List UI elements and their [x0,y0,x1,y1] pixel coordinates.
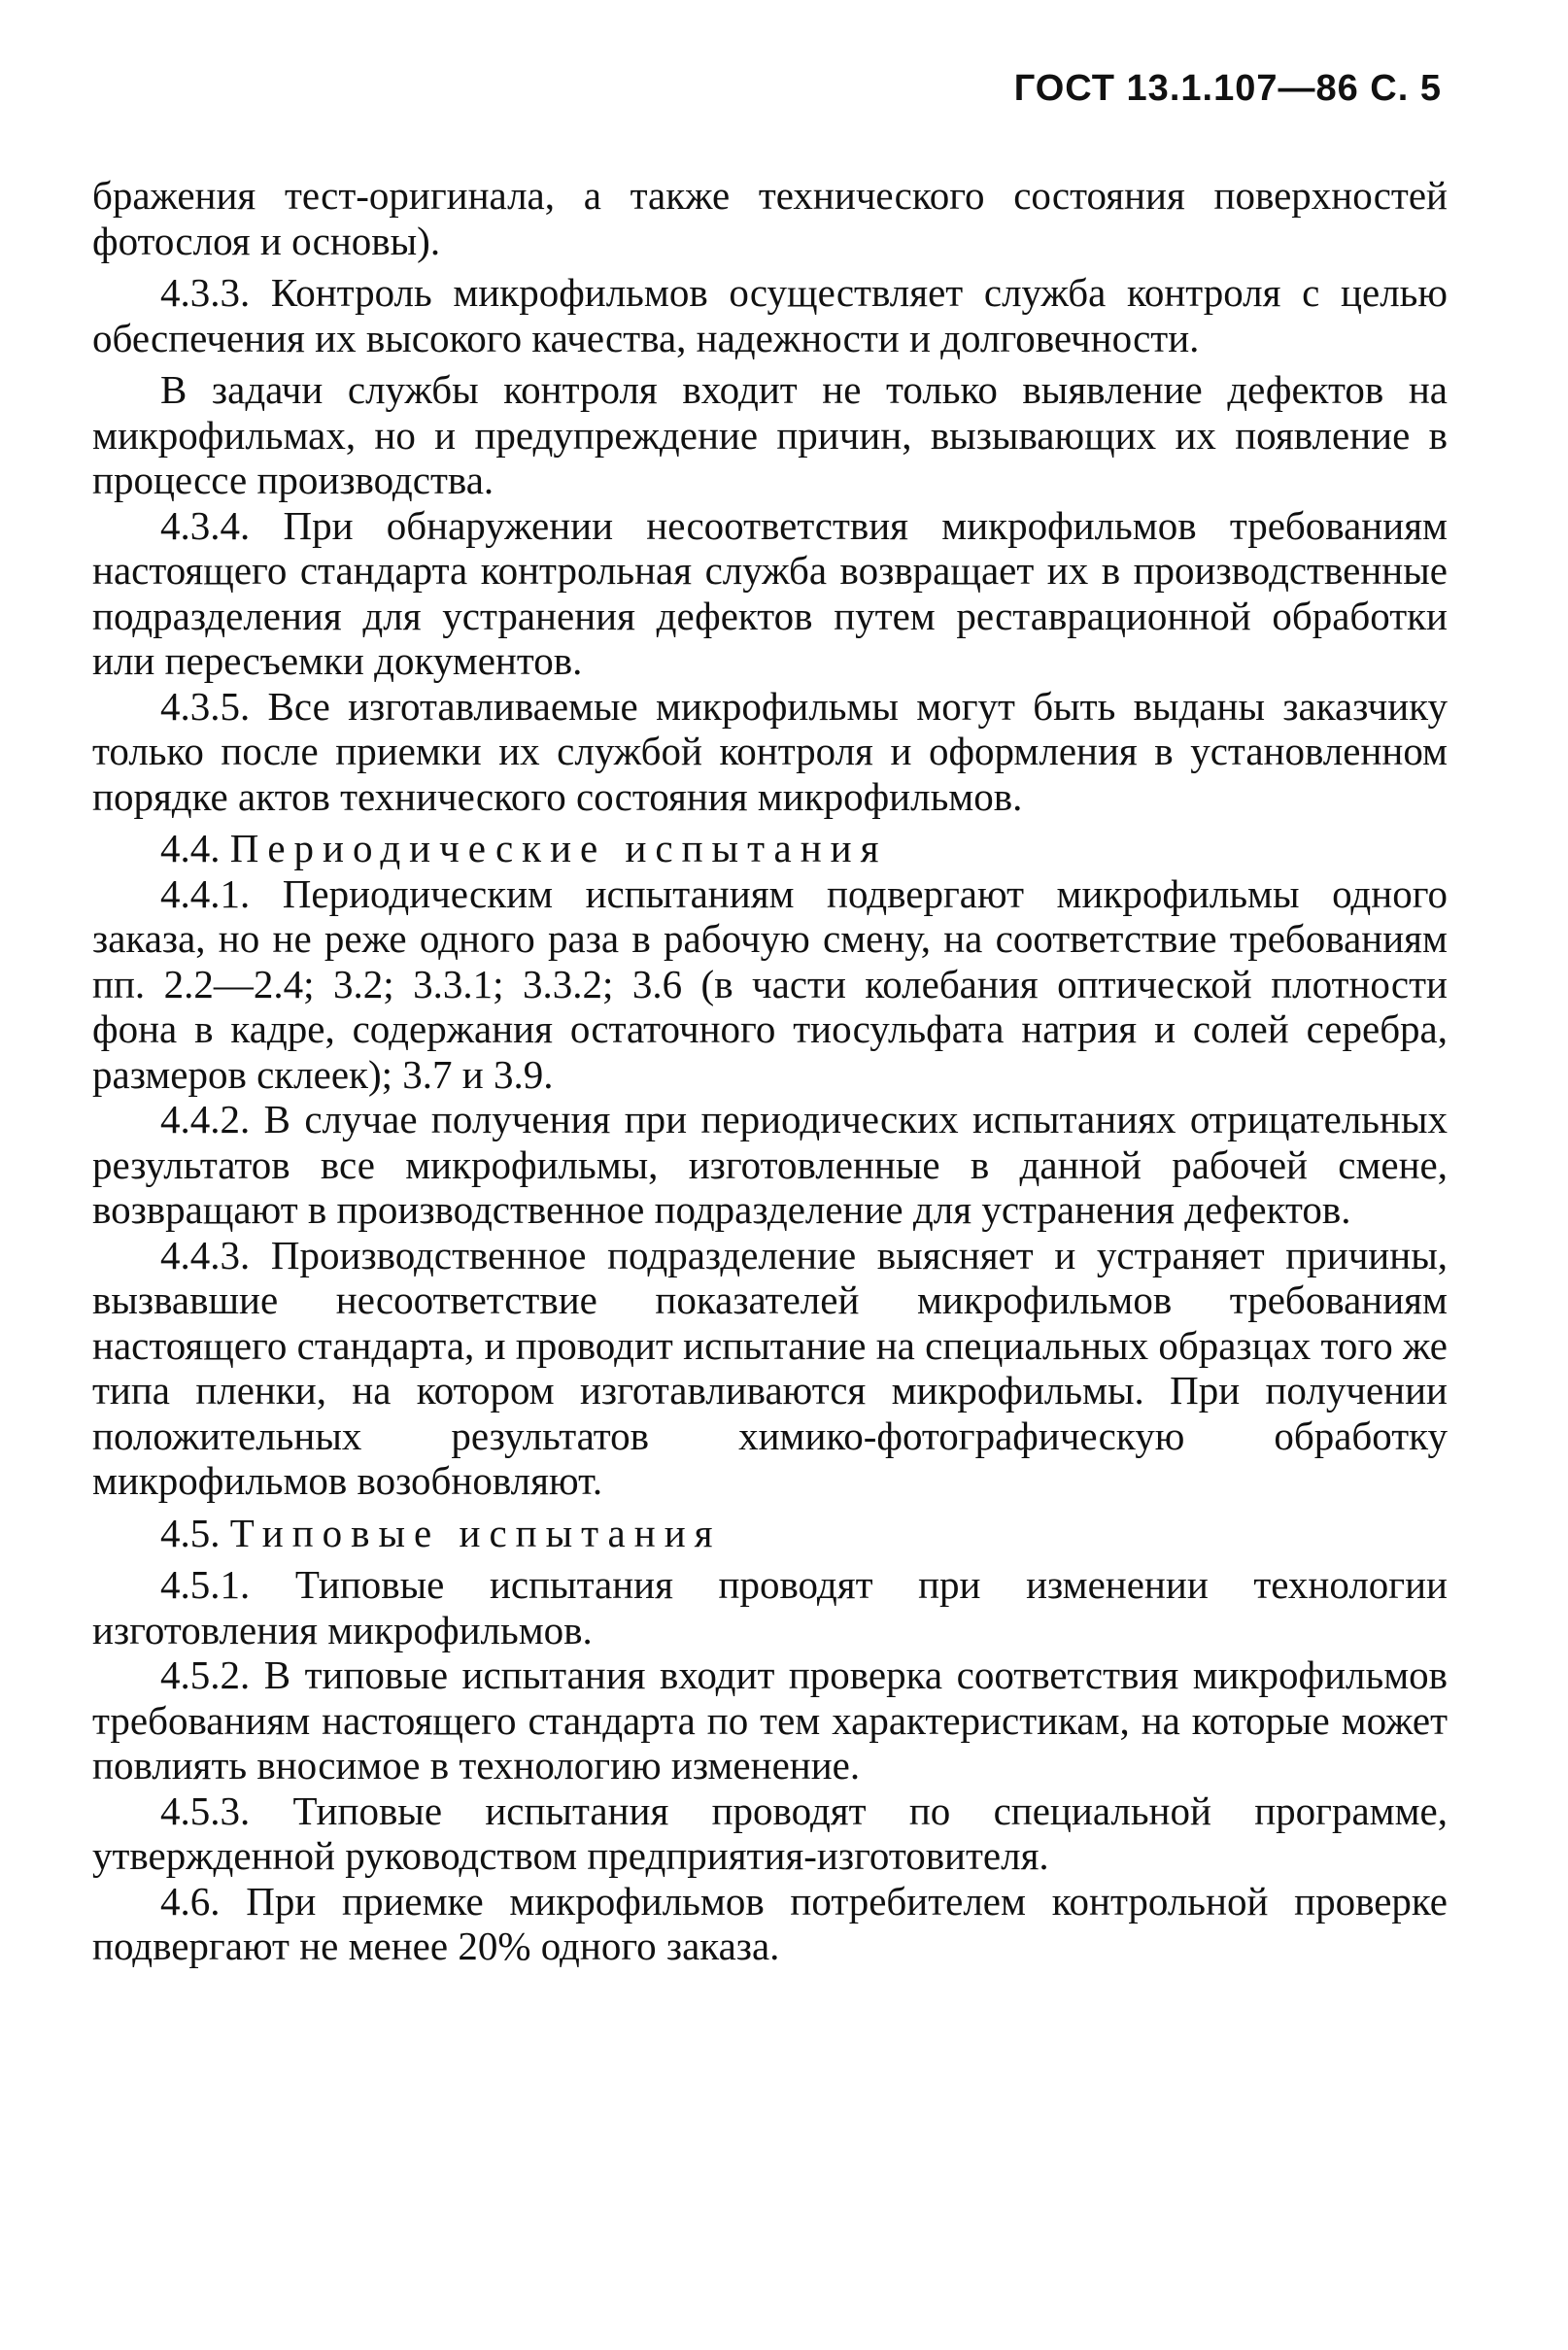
paragraph-4-5-2: 4.5.2. В типовые испытания входит проверка соответствия микрофильмов требованиям настоящего стандарта по тем характеристикам, на которые может повлиять вносимое в технологию изменение. [92,1652,1448,1788]
section-number: 4.5. [160,1510,221,1555]
section-title: Периодические испытания [229,826,888,870]
paragraph-4-3-5: 4.3.5. Все изготавливаемые микрофильмы могут быть выданы заказчику только после приемки их службой контроля и оформления в установленном порядке актов технического состояния микрофильмов. [92,683,1448,819]
paragraph-control-tasks: В задачи службы контроля входит не только выявление дефектов на микрофильмах, но и предупреждение причин, вызывающих их появление в процессе производства. [92,367,1448,502]
document-body [92,173,1448,1969]
paragraph-4-4-1: 4.4.1. Периодическим испытаниям подвергают микрофильмы одного заказа, но не реже одного раза в рабочую смену, на соответствие требованиям пп. 2.2—2.4; 3.2; 3.3.1; 3.3.2; 3.6 (в части колебания оптической плотности фона в кадре, содержания остаточного тиосульфата натрия и солей серебра, размеров склеек); 3.7 и 3.9. [92,870,1448,1097]
paragraph-continuation: бражения тест-оригинала, а также технического состояния поверхностей фотослоя и основы). [92,173,1448,263]
paragraph-4-6: 4.6. При приемке микрофильмов потребителем контрольной проверке подвергают не менее 20% одного заказа. [92,1878,1448,1968]
paragraph-4-3-4: 4.3.4. При обнаружении несоответствия микрофильмов требованиям настоящего стандарта контрольная служба возвращает их в производственные подразделения для устранения дефектов путем реставрационной обработки или пересъемки документов. [92,502,1448,683]
running-header: ГОСТ 13.1.107—86 С. 5 [1013,68,1442,109]
paragraph-4-5-3: 4.5.3. Типовые испытания проводят по специальной программе, утвержденной руководством предприятия-изготовителя. [92,1788,1448,1878]
section-title: Типовые испытания [229,1510,722,1555]
paragraph-4-4-3: 4.4.3. Производственное подразделение выясняет и устраняет причины, вызвавшие несоответствие показателей микрофильмов требованиям настоящего стандарта, и проводит испытание на специальных образцах того же типа пленки, на котором изготавливаются микрофильмы. При получении положительных результатов химико-фотографическую обработку микрофильмов возобновляют. [92,1232,1448,1503]
section-heading-4-5 [92,1511,1448,1556]
section-number: 4.4. [160,826,221,870]
paragraph-4-5-1: 4.5.1. Типовые испытания проводят при изменении технологии изготовления микрофильмов. [92,1562,1448,1652]
paragraph-4-3-3: 4.3.3. Контроль микрофильмов осуществляет служба контроля с целью обеспечения их высокого качества, надежности и долговечности. [92,270,1448,360]
paragraph-4-4-2: 4.4.2. В случае получения при периодических испытаниях отрицательных результатов все микрофильмы, изготовленные в данной рабочей смене, возвращают в производственное подразделение для устранения дефектов. [92,1097,1448,1232]
section-heading-4-4 [92,826,1448,871]
